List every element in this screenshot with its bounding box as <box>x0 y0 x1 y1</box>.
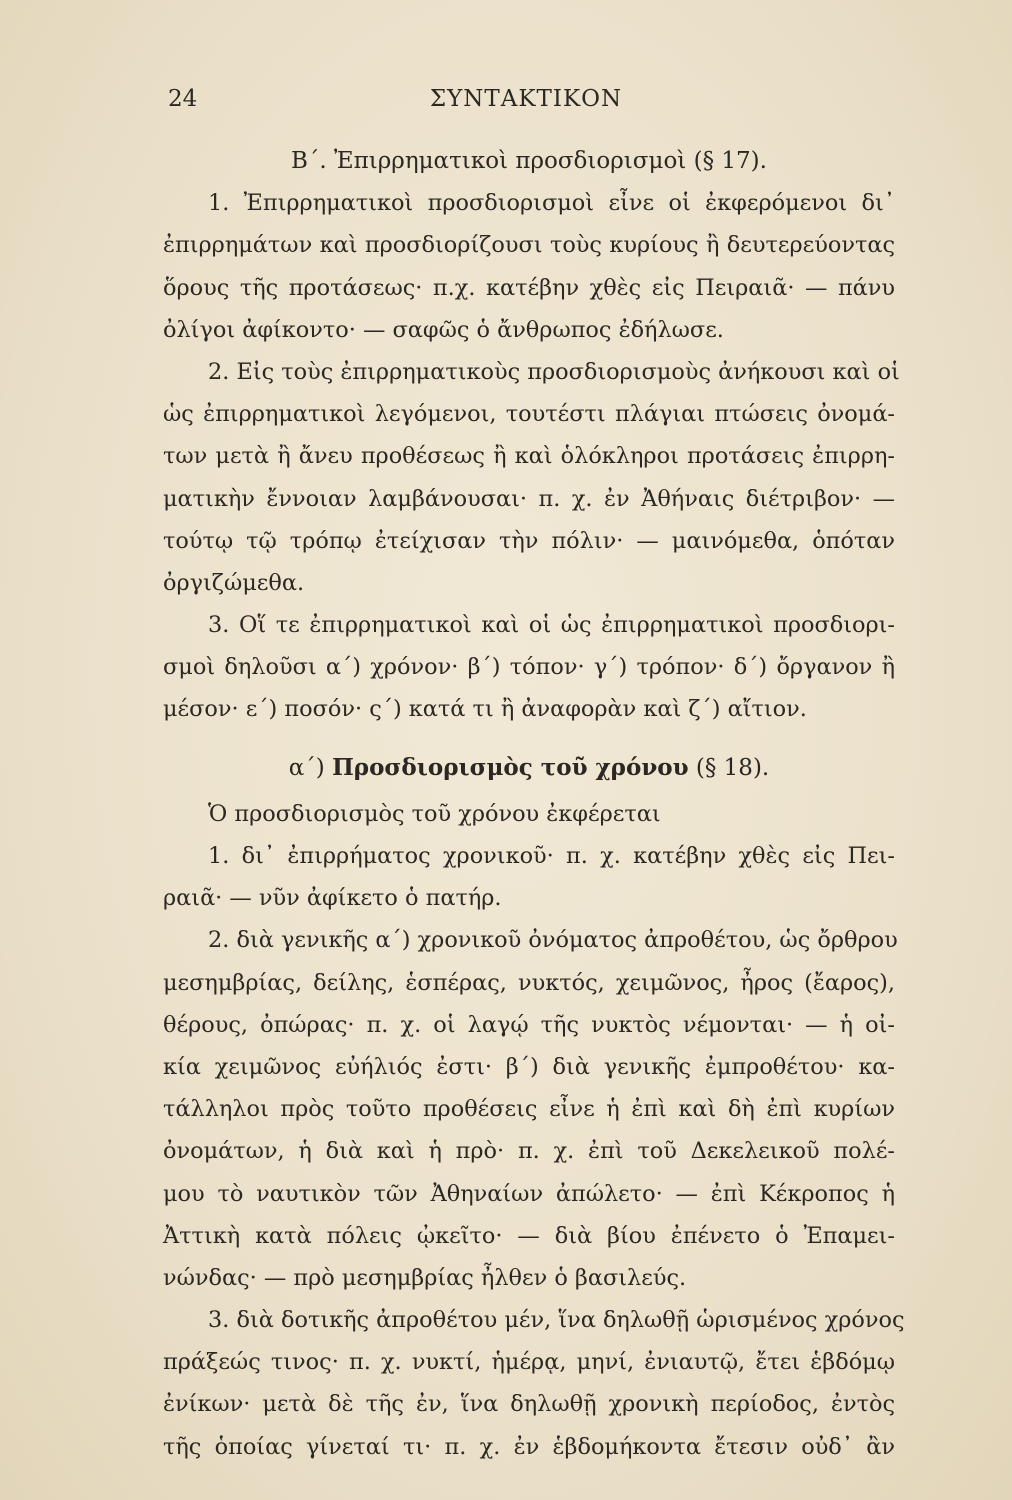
text-line: 2. Εἰς τοὺς ἐπιρρηματικοὺς προσδιορισμοὺς ἀνήκουσι καὶ οἱ <box>208 358 900 385</box>
text-line: τῆς ὁποίας γίνεταί τι· π. χ. ἐν ἑβδομήκοντα ἔτεσιν οὐδ᾽ ἂν <box>163 1433 895 1460</box>
subsection-title: Προσδιορισμὸς τοῦ χρόνου <box>332 753 689 781</box>
section-heading: Β΄. Ἐπιρρηματικοὶ προσδιορισμοὶ (§ 17). <box>291 148 767 174</box>
text-line: πράξεώς τινος· π. χ. νυκτί, ἡμέρᾳ, μηνί, ἐνιαυτῷ, ἔτει ἑβδόμῳ <box>163 1349 895 1376</box>
text-line: ὡς ἐπιρρηματικοὶ λεγόμενοι, τουτέστι πλάγιαι πτώσεις ὀνομά- <box>163 401 895 428</box>
text-line: ραιᾶ· — νῦν ἀφίκετο ὁ πατήρ. <box>163 885 502 912</box>
subsection-prefix: α΄) <box>288 754 325 781</box>
text-line: Ὁ προσδιορισμὸς τοῦ χρόνου ἐκφέρεται <box>208 800 661 827</box>
text-line: 1. Ἐπιρρηματικοὶ προσδιορισμοὶ εἶνε οἱ ἐκφερόμενοι δι᾽ <box>208 190 895 217</box>
text-line: 3. διὰ δοτικῆς ἀπροθέτου μέν, ἵνα δηλωθῇ ὡρισμένος χρόνος <box>208 1307 905 1334</box>
page-number: 24 <box>168 86 198 112</box>
text-line: μέσον· ε΄) ποσόν· ς΄) κατά τι ἢ ἀναφορὰν καὶ ζ΄) αἴτιον. <box>163 696 807 723</box>
text-block <box>163 140 905 1468</box>
text-line: ἐπιρρημάτων καὶ προσδιορίζουσι τοὺς κυρίους ἢ δευτερεύοντας <box>163 232 895 259</box>
text-line: τούτῳ τῷ τρόπῳ ἐτείχισαν τὴν πόλιν· — μαινόμεθα, ὁπόταν <box>163 527 895 554</box>
text-line: ὀνομάτων, ἡ διὰ καὶ ἡ πρὸ· π. χ. ἐπὶ τοῦ Δεκελεικοῦ πολέ- <box>163 1138 895 1165</box>
subsection-ref: (§ 18). <box>695 754 770 781</box>
text-line: κία χειμῶνος εὐήλιός ἐστι· β΄) διὰ γενικῆς ἐμπροθέτου· κα- <box>163 1053 895 1080</box>
text-line: ἐνίκων· μετὰ δὲ τῆς ἐν, ἵνα δηλωθῇ χρονικὴ περίοδος, ἐντὸς <box>163 1391 895 1418</box>
text-line: 2. διὰ γενικῆς α΄) χρονικοῦ ὀνόματος ἀπροθέτου, ὡς ὄρθρου <box>208 927 898 954</box>
subsection-heading <box>163 747 895 789</box>
running-title: ΣΥΝΤΑΚΤΙΚΟΝ <box>429 86 623 112</box>
text-line: ὀργιζώμεθα. <box>163 569 305 596</box>
text-line: νώνδας· — πρὸ μεσημβρίας ἦλθεν ὁ βασιλεύς. <box>163 1264 687 1291</box>
text-line: ματικὴν ἔννοιαν λαμβάνουσαι· π. χ. ἐν Ἀθήναις διέτριβον· — <box>163 485 895 512</box>
text-line: ὀλίγοι ἀφίκοντο· — σαφῶς ὁ ἄνθρωπος ἐδήλωσε. <box>163 316 724 343</box>
text-line: τάλληλοι πρὸς τοῦτο προθέσεις εἶνε ἡ ἐπὶ καὶ δὴ ἐπὶ κυρίων <box>163 1096 895 1123</box>
text-line: 3. Οἵ τε ἐπιρρηματικοὶ καὶ οἱ ὡς ἐπιρρηματικοὶ προσδιορι- <box>208 612 895 639</box>
text-line: των μετὰ ἢ ἄνευ προθέσεως ἢ καὶ ὁλόκληροι προτάσεις ἐπιρρη- <box>163 443 895 470</box>
text-line: Ἀττικὴ κατὰ πόλεις ᾠκεῖτο· — διὰ βίου ἐπένετο ὁ Ἐπαμει- <box>163 1222 895 1249</box>
text-line: σμοὶ δηλοῦσι α΄) χρόνον· β΄) τόπον· γ΄) τρόπον· δ΄) ὄργανον ἢ <box>163 654 895 681</box>
text-line: ὅρους τῆς προτάσεως· π.χ. κατέβην χθὲς εἰς Πειραιᾶ· — πάνυ <box>163 274 895 301</box>
text-line: θέρους, ὀπώρας· π. χ. οἱ λαγῴ τῆς νυκτὸς νέμονται· — ἡ οἰ- <box>163 1011 895 1038</box>
text-line: μου τὸ ναυτικὸν τῶν Ἀθηναίων ἀπώλετο· — ἐπὶ Κέκροπος ἡ <box>163 1180 895 1207</box>
text-line: 1. δι᾽ ἐπιρρήματος χρονικοῦ· π. χ. κατέβην χθὲς εἰς Πει- <box>208 843 895 869</box>
running-head <box>168 86 884 126</box>
text-line: μεσημβρίας, δείλης, ἑσπέρας, νυκτός, χειμῶνος, ἦρος (ἔαρος), <box>163 969 895 996</box>
